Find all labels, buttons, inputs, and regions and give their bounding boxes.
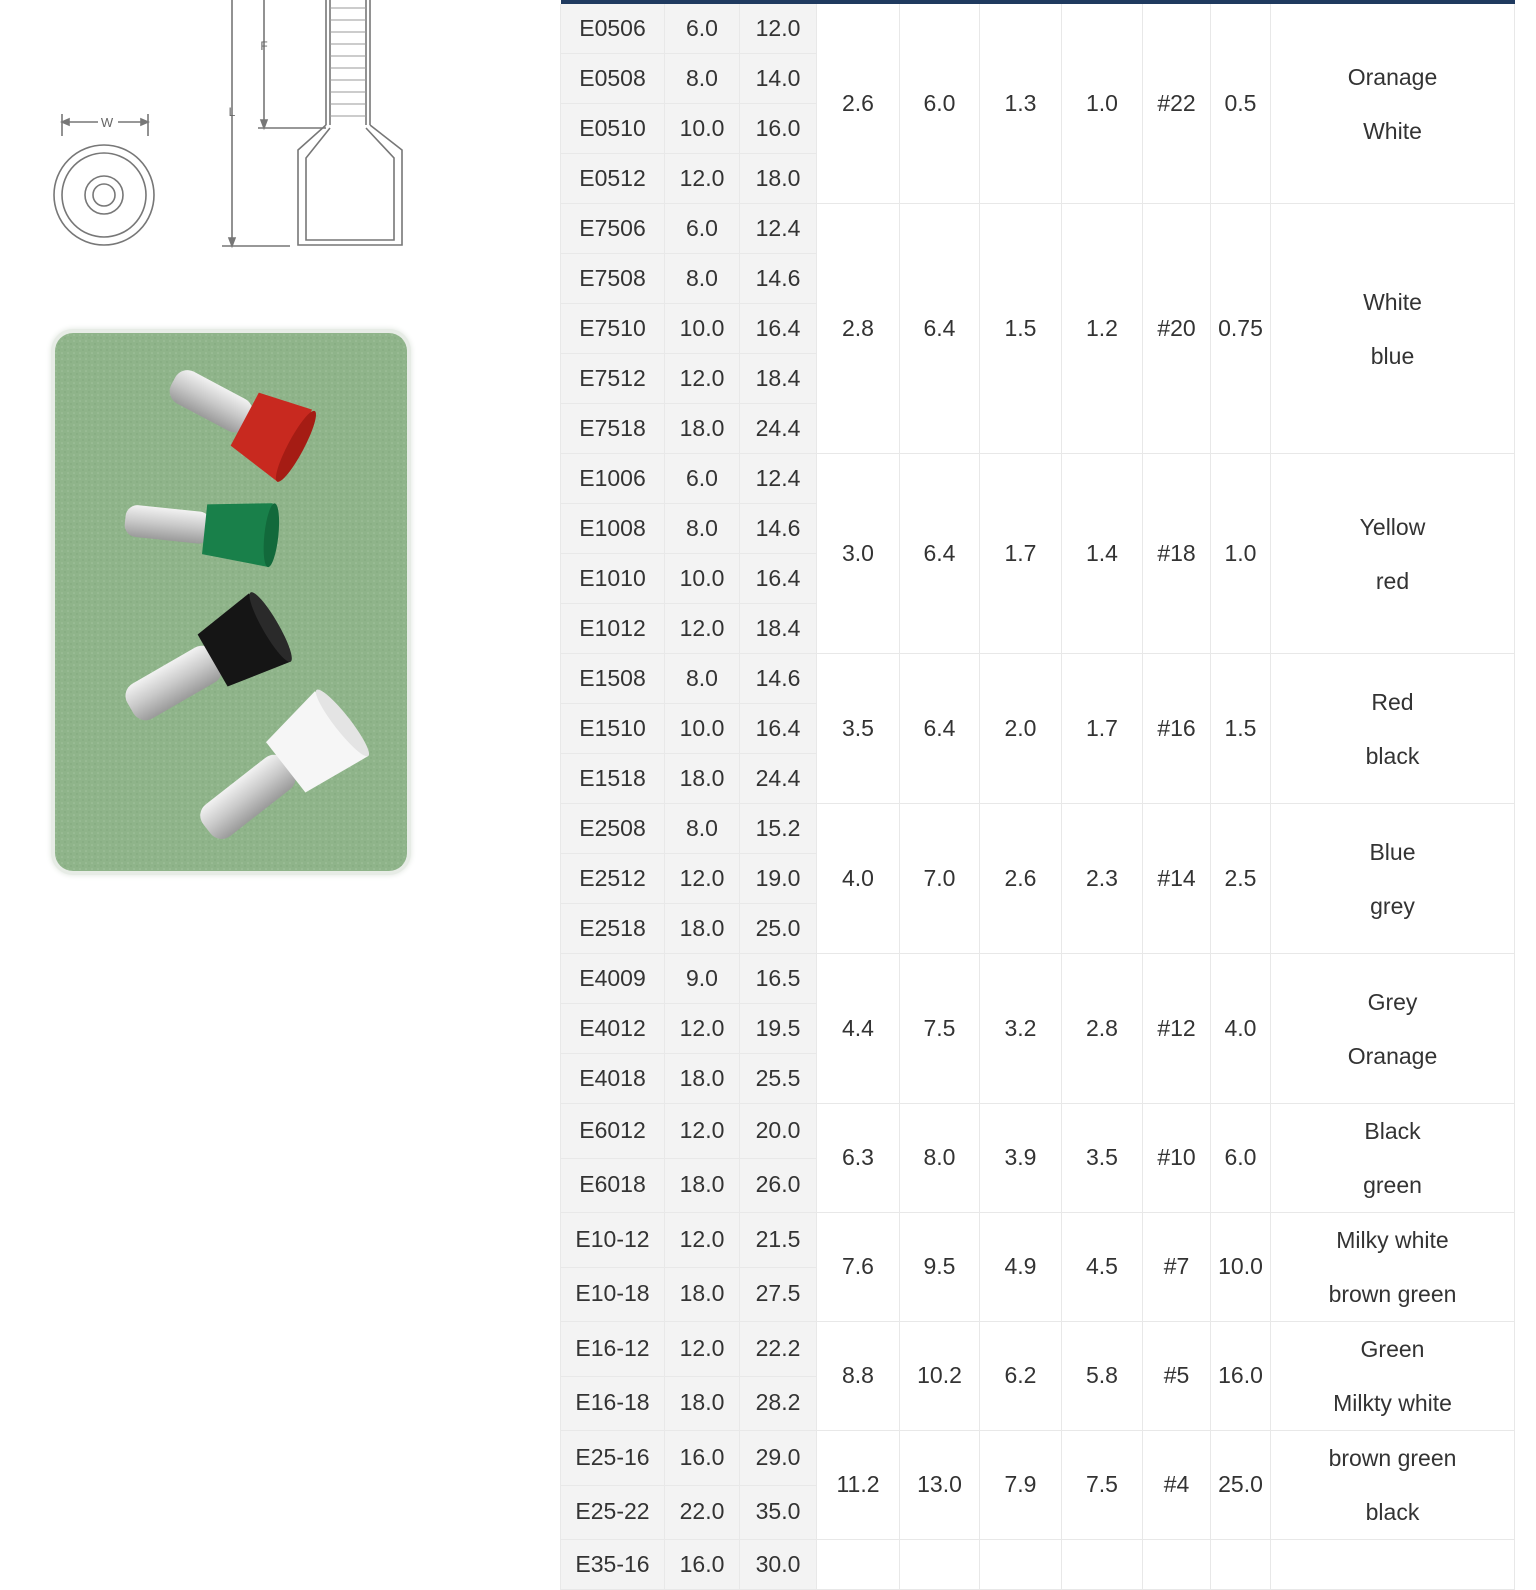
l-length-cell: 20.0	[740, 1104, 817, 1159]
part-number-cell: E1508	[561, 654, 665, 704]
spec-awg-cell	[1143, 1540, 1211, 1590]
spec-d4-cell: 7.5	[1062, 1431, 1143, 1540]
insulation-color-cell	[1271, 454, 1515, 654]
part-number-cell: E4018	[561, 1054, 665, 1104]
part-number-cell: E25-22	[561, 1485, 665, 1540]
l-length-cell: 35.0	[740, 1485, 817, 1540]
part-number-cell: E1006	[561, 454, 665, 504]
f-length-cell: 12.0	[665, 604, 740, 654]
color-name: blue	[1370, 342, 1415, 369]
f-length-cell: 16.0	[665, 1431, 740, 1486]
spec-d4-cell: 2.8	[1062, 954, 1143, 1104]
part-number-cell: E16-18	[561, 1376, 665, 1431]
spec-d1-cell: 3.5	[817, 654, 900, 804]
f-length-cell: 9.0	[665, 954, 740, 1004]
f-length-cell: 18.0	[665, 1267, 740, 1322]
part-number-cell: E35-16	[561, 1540, 665, 1590]
l-length-cell: 14.6	[740, 654, 817, 704]
spec-awg-cell: #20	[1143, 204, 1211, 454]
part-number-cell: E7508	[561, 254, 665, 304]
spec-d2-cell	[900, 1540, 980, 1590]
table-row	[561, 954, 1515, 1004]
spec-d1-cell: 3.0	[817, 454, 900, 654]
l-length-cell: 14.6	[740, 504, 817, 554]
insulation-color-cell	[1271, 1104, 1515, 1213]
f-length-cell: 12.0	[665, 1322, 740, 1377]
l-length-cell: 12.0	[740, 4, 817, 54]
f-length-cell: 8.0	[665, 54, 740, 104]
l-length-cell: 18.0	[740, 154, 817, 204]
part-number-cell: E7518	[561, 404, 665, 454]
color-name: White	[1363, 117, 1422, 144]
l-length-cell: 24.4	[740, 404, 817, 454]
l-length-cell: 18.4	[740, 604, 817, 654]
spec-d2-cell: 8.0	[900, 1104, 980, 1213]
l-length-cell: 19.5	[740, 1004, 817, 1054]
f-length-cell: 8.0	[665, 254, 740, 304]
spec-size-cell: 10.0	[1211, 1213, 1271, 1322]
color-name: Milkty white	[1333, 1390, 1452, 1416]
spec-size-cell: 1.0	[1211, 454, 1271, 654]
l-length-cell: 16.0	[740, 104, 817, 154]
part-number-cell: E2518	[561, 904, 665, 954]
part-number-cell: E7512	[561, 354, 665, 404]
f-length-cell: 12.0	[665, 1104, 740, 1159]
insulation-color-cell	[1271, 804, 1515, 954]
spec-size-cell: 2.5	[1211, 804, 1271, 954]
spec-awg-cell: #14	[1143, 804, 1211, 954]
part-number-cell: E1510	[561, 704, 665, 754]
spec-d1-cell: 11.2	[817, 1431, 900, 1540]
l-length-cell: 25.5	[740, 1054, 817, 1104]
spec-d4-cell: 1.0	[1062, 4, 1143, 204]
color-name: Black	[1364, 1118, 1421, 1144]
insulation-color-cell	[1271, 1540, 1515, 1590]
part-number-cell: E1012	[561, 604, 665, 654]
f-length-cell: 12.0	[665, 354, 740, 404]
spec-d2-cell: 6.4	[900, 454, 980, 654]
l-length-cell: 15.2	[740, 804, 817, 854]
f-length-cell: 18.0	[665, 1054, 740, 1104]
spec-size-cell: 1.5	[1211, 654, 1271, 804]
l-length-cell: 26.0	[740, 1158, 817, 1213]
spec-awg-cell: #10	[1143, 1104, 1211, 1213]
f-length-cell: 10.0	[665, 554, 740, 604]
spec-size-cell: 25.0	[1211, 1431, 1271, 1540]
part-number-cell: E25-16	[561, 1431, 665, 1486]
spec-d2-cell: 7.5	[900, 954, 980, 1104]
part-number-cell: E6018	[561, 1158, 665, 1213]
spec-d1-cell: 4.4	[817, 954, 900, 1104]
f-length-cell: 18.0	[665, 404, 740, 454]
spec-d1-cell: 2.8	[817, 204, 900, 454]
f-label: F	[260, 39, 268, 53]
part-number-cell: E1010	[561, 554, 665, 604]
part-number-cell: E0508	[561, 54, 665, 104]
spec-d1-cell: 2.6	[817, 4, 900, 204]
spec-size-cell: 0.75	[1211, 204, 1271, 454]
spec-awg-cell: #22	[1143, 4, 1211, 204]
table-row	[561, 1213, 1515, 1268]
spec-d1-cell: 7.6	[817, 1213, 900, 1322]
part-number-cell: E1008	[561, 504, 665, 554]
part-number-cell: E6012	[561, 1104, 665, 1159]
ferrules-photo-image	[55, 333, 407, 871]
spec-d3-cell: 1.7	[980, 454, 1062, 654]
l-length-cell: 22.2	[740, 1322, 817, 1377]
f-length-cell: 18.0	[665, 904, 740, 954]
table-row	[561, 1104, 1515, 1159]
f-length-cell: 8.0	[665, 654, 740, 704]
spec-d4-cell: 1.4	[1062, 454, 1143, 654]
spec-d2-cell: 9.5	[900, 1213, 980, 1322]
part-number-cell: E10-18	[561, 1267, 665, 1322]
f-length-cell: 12.0	[665, 154, 740, 204]
spec-d1-cell: 4.0	[817, 804, 900, 954]
table-row	[561, 1431, 1515, 1486]
l-length-cell: 14.0	[740, 54, 817, 104]
l-length-cell: 21.5	[740, 1213, 817, 1268]
l-length-cell: 12.4	[740, 204, 817, 254]
f-length-cell: 10.0	[665, 104, 740, 154]
width-label: W	[100, 115, 114, 130]
l-label: L	[228, 105, 236, 119]
f-length-cell: 10.0	[665, 704, 740, 754]
part-number-cell: E0512	[561, 154, 665, 204]
l-length-cell: 16.5	[740, 954, 817, 1004]
color-name: Green	[1360, 1336, 1425, 1362]
table-row	[561, 654, 1515, 704]
spec-d3-cell: 4.9	[980, 1213, 1062, 1322]
spec-d1-cell	[817, 1540, 900, 1590]
color-name: brown green	[1328, 1281, 1457, 1307]
color-name: Oranage	[1347, 63, 1438, 90]
spec-d3-cell: 3.2	[980, 954, 1062, 1104]
spec-d4-cell: 3.5	[1062, 1104, 1143, 1213]
part-number-cell: E7506	[561, 204, 665, 254]
f-length-cell: 6.0	[665, 204, 740, 254]
insulation-color-cell	[1271, 1431, 1515, 1540]
color-name: grey	[1370, 892, 1415, 919]
color-name: red	[1375, 567, 1410, 594]
part-number-cell: E0506	[561, 4, 665, 54]
l-length-cell: 16.4	[740, 304, 817, 354]
l-length-cell: 19.0	[740, 854, 817, 904]
part-number-cell: E16-12	[561, 1322, 665, 1377]
spec-table-body	[561, 0, 1515, 1590]
spec-size-cell: 4.0	[1211, 954, 1271, 1104]
spec-awg-cell: #18	[1143, 454, 1211, 654]
l-length-cell: 29.0	[740, 1431, 817, 1486]
spec-d3-cell: 1.5	[980, 204, 1062, 454]
part-number-cell: E2508	[561, 804, 665, 854]
f-length-cell: 8.0	[665, 804, 740, 854]
table-row	[561, 1540, 1515, 1590]
part-number-cell: E1518	[561, 754, 665, 804]
f-length-cell: 12.0	[665, 854, 740, 904]
spec-d3-cell	[980, 1540, 1062, 1590]
spec-d2-cell: 10.2	[900, 1322, 980, 1431]
l-length-cell: 30.0	[740, 1540, 817, 1590]
table-row	[561, 204, 1515, 254]
part-number-cell: E10-12	[561, 1213, 665, 1268]
f-length-cell: 12.0	[665, 1004, 740, 1054]
f-length-cell: 6.0	[665, 454, 740, 504]
spec-awg-cell: #12	[1143, 954, 1211, 1104]
spec-d3-cell: 2.0	[980, 654, 1062, 804]
spec-d3-cell: 7.9	[980, 1431, 1062, 1540]
f-length-cell: 12.0	[665, 1213, 740, 1268]
part-number-cell: E0510	[561, 104, 665, 154]
l-length-cell: 14.6	[740, 254, 817, 304]
spec-d4-cell: 5.8	[1062, 1322, 1143, 1431]
table-row	[561, 1322, 1515, 1377]
hatch-lines	[330, 8, 366, 116]
spec-d4-cell: 1.2	[1062, 204, 1143, 454]
side-view-icon	[222, 0, 402, 246]
color-name: Blue	[1369, 838, 1416, 865]
spec-size-cell: 16.0	[1211, 1322, 1271, 1431]
spec-awg-cell: #7	[1143, 1213, 1211, 1322]
l-length-cell: 16.4	[740, 554, 817, 604]
insulation-color-cell	[1271, 4, 1515, 204]
spec-size-cell	[1211, 1540, 1271, 1590]
f-length-cell: 10.0	[665, 304, 740, 354]
color-name: Yellow	[1359, 513, 1426, 540]
spec-d1-cell: 8.8	[817, 1322, 900, 1431]
spec-d2-cell: 7.0	[900, 804, 980, 954]
spec-awg-cell: #4	[1143, 1431, 1211, 1540]
spec-d3-cell: 3.9	[980, 1104, 1062, 1213]
part-number-cell: E2512	[561, 854, 665, 904]
insulation-color-cell	[1271, 954, 1515, 1104]
color-name: green	[1363, 1172, 1422, 1198]
f-length-cell: 22.0	[665, 1485, 740, 1540]
color-name: black	[1365, 742, 1420, 769]
insulation-color-cell	[1271, 1213, 1515, 1322]
f-length-cell: 8.0	[665, 504, 740, 554]
spec-awg-cell: #5	[1143, 1322, 1211, 1431]
l-length-cell: 24.4	[740, 754, 817, 804]
insulation-color-cell	[1271, 1322, 1515, 1431]
color-name: Milky white	[1336, 1227, 1449, 1253]
spec-d4-cell	[1062, 1540, 1143, 1590]
f-length-cell: 18.0	[665, 754, 740, 804]
insulation-color-cell	[1271, 654, 1515, 804]
front-view-icon	[54, 114, 154, 245]
part-number-cell: E4012	[561, 1004, 665, 1054]
spec-d1-cell: 6.3	[817, 1104, 900, 1213]
part-number-cell: E7510	[561, 304, 665, 354]
l-length-cell: 28.2	[740, 1376, 817, 1431]
spec-d3-cell: 2.6	[980, 804, 1062, 954]
spec-d2-cell: 13.0	[900, 1431, 980, 1540]
l-length-cell: 27.5	[740, 1267, 817, 1322]
f-length-cell: 18.0	[665, 1158, 740, 1213]
spec-size-cell: 6.0	[1211, 1104, 1271, 1213]
l-length-cell: 16.4	[740, 704, 817, 754]
spec-d2-cell: 6.0	[900, 4, 980, 204]
spec-d4-cell: 2.3	[1062, 804, 1143, 954]
spec-size-cell: 0.5	[1211, 4, 1271, 204]
spec-d4-cell: 1.7	[1062, 654, 1143, 804]
f-length-cell: 6.0	[665, 4, 740, 54]
color-name: Oranage	[1347, 1042, 1438, 1069]
spec-d4-cell: 4.5	[1062, 1213, 1143, 1322]
spec-d3-cell: 6.2	[980, 1322, 1062, 1431]
l-length-cell: 25.0	[740, 904, 817, 954]
table-row	[561, 454, 1515, 504]
l-length-cell: 18.4	[740, 354, 817, 404]
spec-d2-cell: 6.4	[900, 204, 980, 454]
f-length-cell: 16.0	[665, 1540, 740, 1590]
ferrule-spec-table	[560, 0, 1515, 1590]
l-length-cell: 12.4	[740, 454, 817, 504]
spec-d3-cell: 1.3	[980, 4, 1062, 204]
product-photo	[55, 333, 407, 871]
color-name: Red	[1371, 688, 1414, 715]
color-name: White	[1363, 288, 1422, 315]
ferrule-dimension-diagram	[40, 0, 420, 260]
spec-awg-cell: #16	[1143, 654, 1211, 804]
f-length-cell: 18.0	[665, 1376, 740, 1431]
spec-d2-cell: 6.4	[900, 654, 980, 804]
color-name: Grey	[1367, 988, 1418, 1015]
color-name: black	[1365, 1499, 1420, 1525]
part-number-cell: E4009	[561, 954, 665, 1004]
insulation-color-cell	[1271, 204, 1515, 454]
color-name: brown green	[1328, 1445, 1457, 1471]
table-row	[561, 4, 1515, 54]
table-row	[561, 804, 1515, 854]
